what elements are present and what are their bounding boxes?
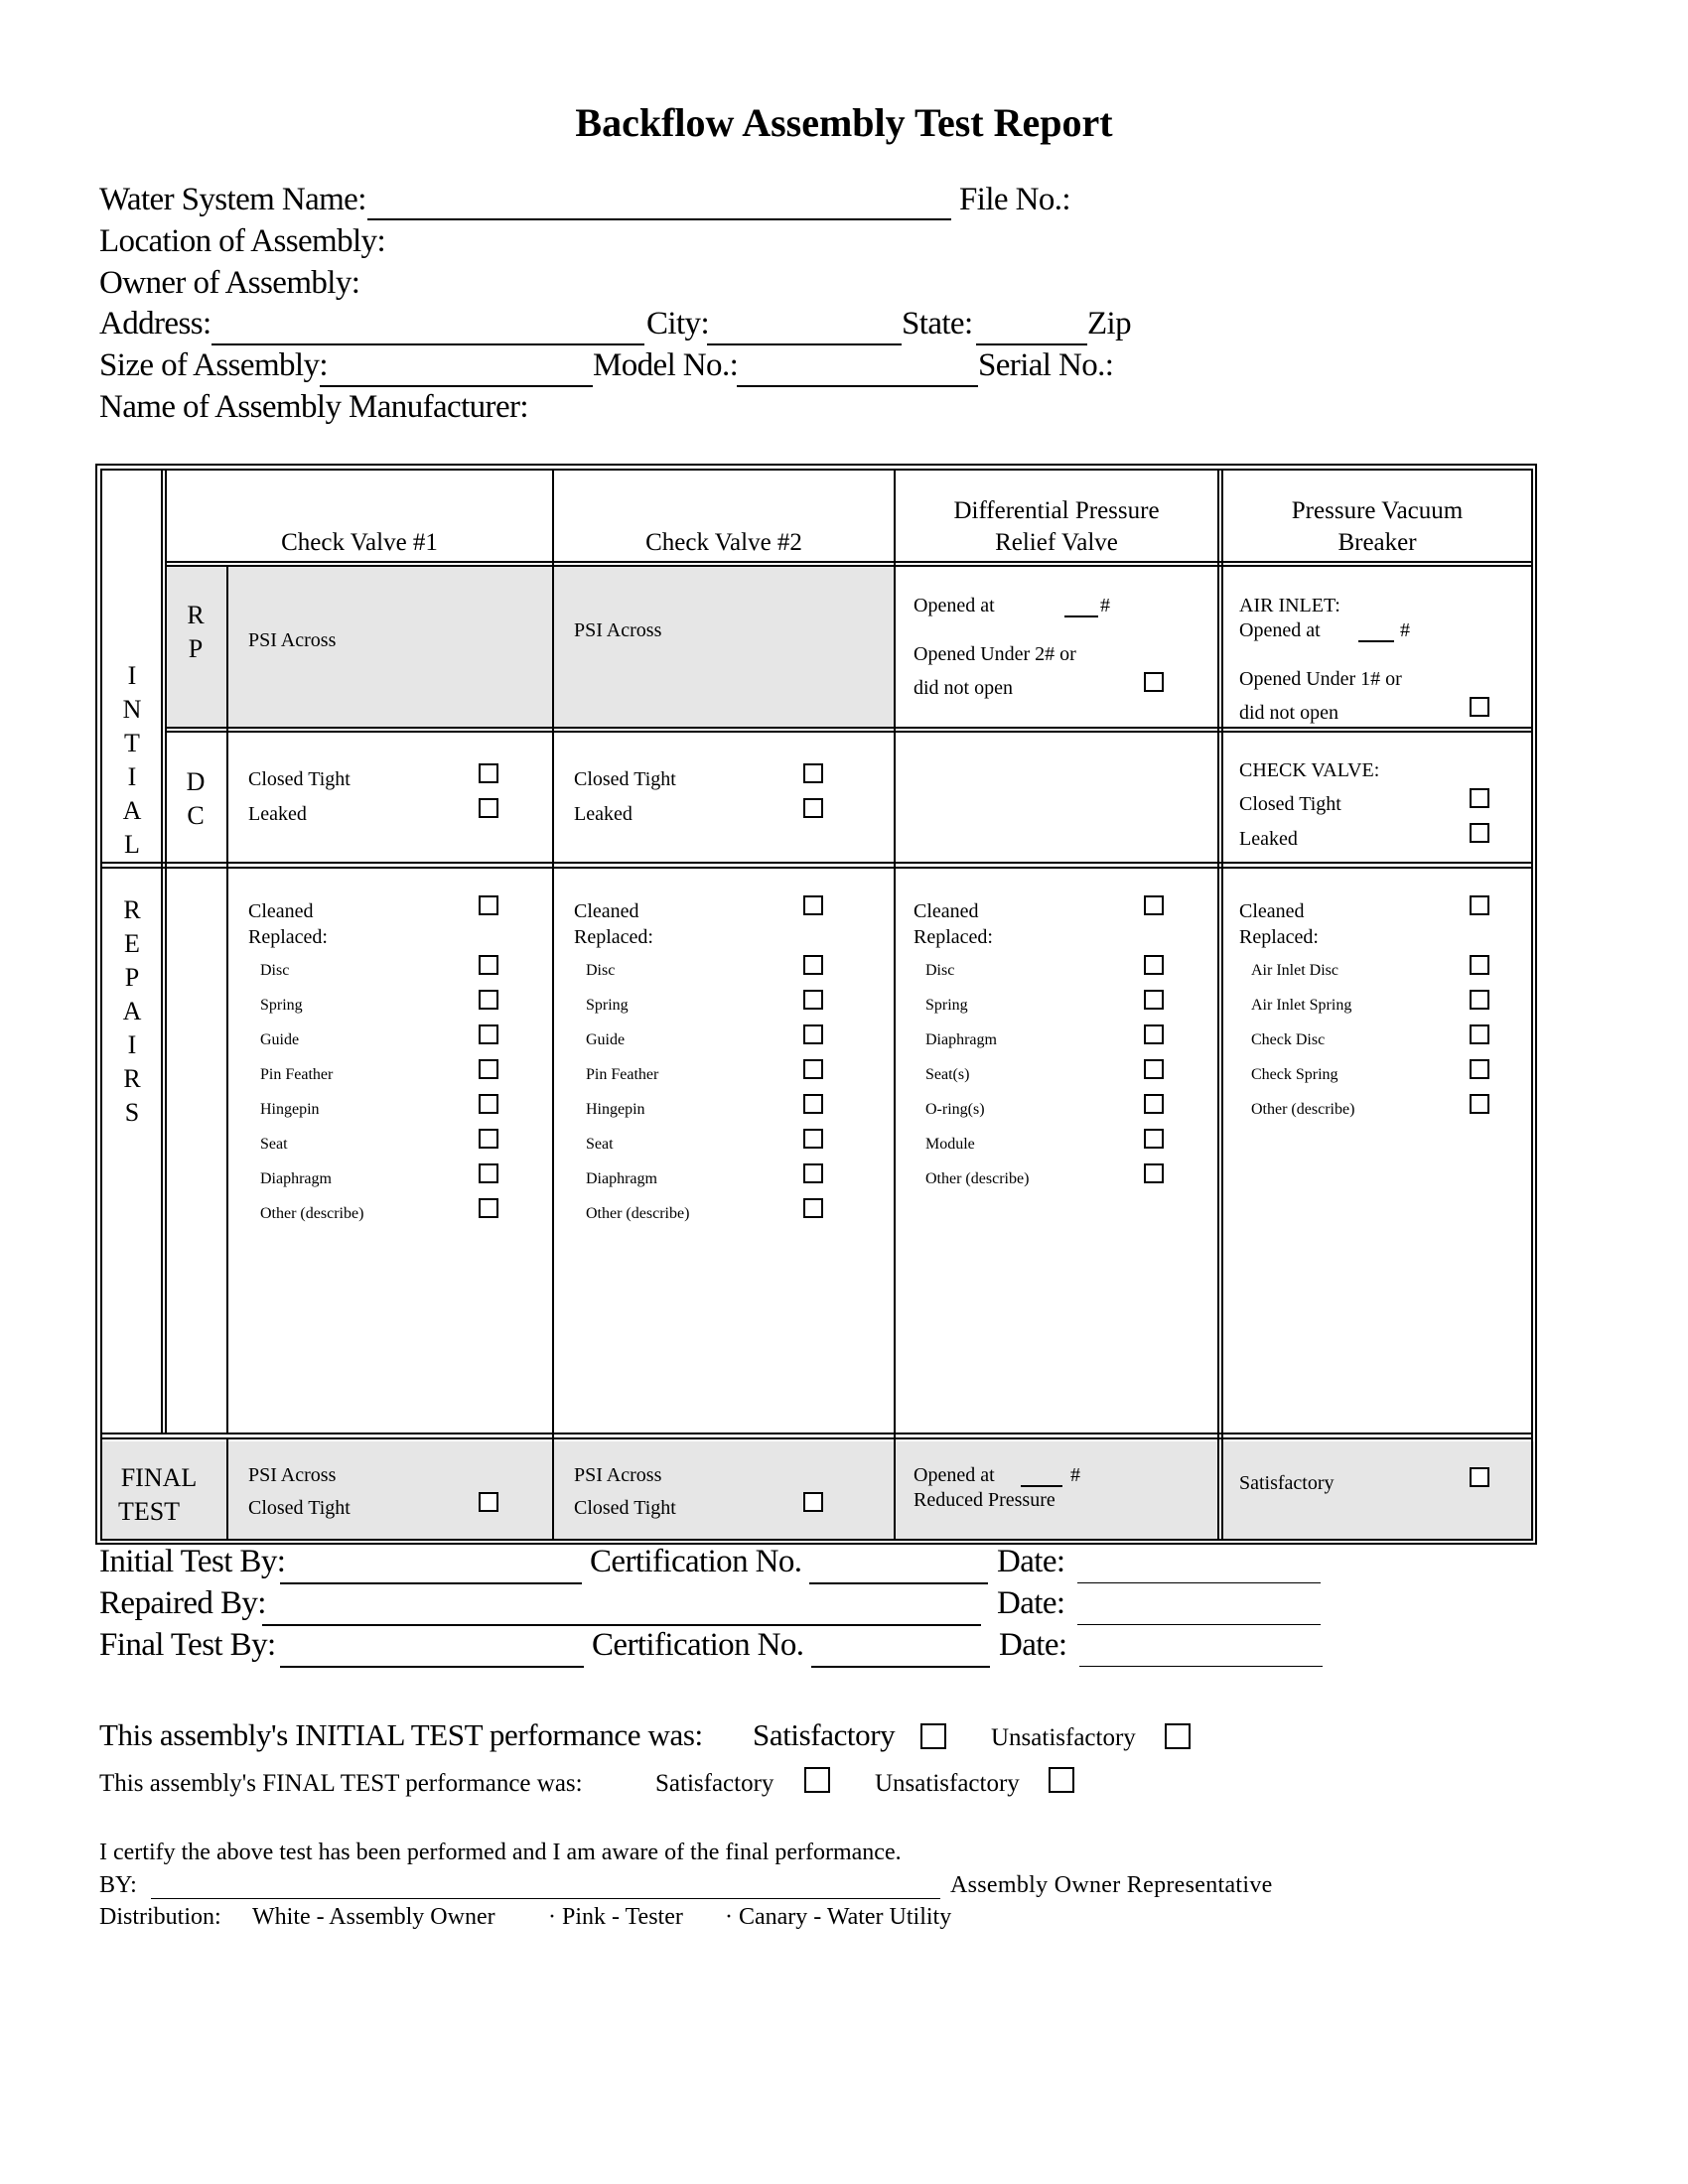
repairs-pvb-item: Other (describe) [1251,1101,1355,1118]
rp-letter: R [187,601,205,629]
location-label: Location of Assembly: [99,223,386,259]
dc-letter: C [187,801,205,830]
rp-pvb-did-not-open-checkbox[interactable] [1470,697,1489,717]
table-line [161,469,163,1434]
dc-letter: D [186,767,206,796]
distribution-white: White - Assembly Owner [252,1904,495,1930]
repairs-cv2-replaced: Replaced: [574,926,653,948]
repairs-dprv-item: Disc [925,962,955,979]
repairs-pvb-replaced: Replaced: [1239,926,1319,948]
table-line [100,867,1533,869]
table-line [1217,469,1219,1541]
distribution-canary: · Canary - Water Utility [725,1904,952,1930]
header-dprv-line1: Differential Pressure [953,497,1160,524]
final-cv2-closed-tight-checkbox[interactable] [803,1492,823,1512]
repairs-dprv-item-checkbox[interactable] [1144,955,1164,975]
initial-test-by-label: Initial Test By: [99,1544,286,1579]
initial-letter: I [127,661,137,690]
header-check-valve-1: Check Valve #1 [281,529,438,556]
initial-perf-unsatisfactory: Unsatisfactory [991,1724,1136,1751]
final-pvb-satisfactory-checkbox[interactable] [1470,1467,1489,1487]
final-cv2-closed-tight: Closed Tight [574,1497,676,1519]
rp-dprv-opened-under: Opened Under 2# or [914,643,1076,665]
repairs-letter: S [124,1098,140,1127]
size-label: Size of Assembly: [99,347,328,383]
initial-perf-unsatisfactory-checkbox[interactable] [1165,1723,1191,1749]
address-field[interactable] [211,343,644,345]
repairs-letter: I [127,1030,137,1059]
repairs-cv2-item: Spring [586,997,629,1014]
initial-letter: N [122,695,142,724]
table-line [226,565,228,1434]
final-pvb-satisfactory: Satisfactory [1239,1472,1335,1494]
final-cert-label: Certification No. [592,1627,804,1663]
repairs-cv2-item-checkbox[interactable] [803,1094,823,1114]
repairs-cv1-item-checkbox[interactable] [479,1163,498,1183]
final-cv1-closed-tight: Closed Tight [248,1497,351,1519]
final-cert-field[interactable] [811,1666,990,1668]
repairs-cv2-item-checkbox[interactable] [803,990,823,1010]
initial-perf-satisfactory-checkbox[interactable] [920,1723,946,1749]
repairs-cv1-item-checkbox[interactable] [479,955,498,975]
repairs-cv1-item: Disc [260,962,290,979]
dc-cv1-leaked: Leaked [248,803,307,825]
table-line [552,469,554,1541]
owner-signature-field[interactable] [151,1898,940,1899]
table-line [165,727,1533,729]
initial-letter: T [124,729,140,757]
repairs-dprv-item-checkbox[interactable] [1144,1094,1164,1114]
repairs-cv1-item: Hingepin [260,1101,320,1118]
repairs-cv2-item: Other (describe) [586,1205,690,1222]
repairs-dprv-item: O-ring(s) [925,1101,985,1118]
distribution-pink: · Pink - Tester [548,1904,683,1930]
repairs-dprv-item: Diaphragm [925,1031,997,1048]
state-label: State: [902,306,973,341]
repairs-dprv-item-checkbox[interactable] [1144,1059,1164,1079]
repairs-cv1-item: Spring [260,997,303,1014]
table-line [100,1437,1533,1439]
table-line [165,469,167,1434]
table-line [226,1437,228,1541]
rp-dprv-did-not-open-checkbox[interactable] [1144,672,1164,692]
file-no-label: File No.: [959,182,1070,217]
by-label: BY: [99,1872,137,1898]
model-field[interactable] [737,385,978,387]
model-label: Model No.: [593,347,739,383]
rp-dprv-hash: # [1100,595,1110,616]
repairs-cv1-item: Seat [260,1136,288,1153]
serial-label: Serial No.: [978,347,1114,383]
repairs-cv2-cleaned: Cleaned [574,900,639,922]
repairs-pvb-item-checkbox[interactable] [1470,1024,1489,1044]
repairs-letter: P [124,963,140,992]
final-cv1-closed-tight-checkbox[interactable] [479,1492,498,1512]
city-field[interactable] [707,343,902,345]
repairs-cv1-item-checkbox[interactable] [479,1198,498,1218]
water-system-label: Water System Name: [99,182,366,217]
repairs-cv1-item-checkbox[interactable] [479,1024,498,1044]
repairs-cv1-item: Diaphragm [260,1170,332,1187]
repairs-cv2-item-checkbox[interactable] [803,1198,823,1218]
repairs-cv1-item: Other (describe) [260,1205,364,1222]
initial-letter: I [127,762,137,791]
table-line [100,862,1533,864]
rp-pvb-hash: # [1400,619,1410,641]
repairs-cv2-item: Guide [586,1031,626,1048]
header-dprv-line2: Relief Valve [995,529,1118,556]
repairs-cv1-cleaned-checkbox[interactable] [479,895,498,915]
final-cv2-psi-across: PSI Across [574,1464,662,1486]
header-check-valve-2: Check Valve #2 [645,529,802,556]
table-line [1531,469,1533,1541]
dc-cv2-leaked: Leaked [574,803,633,825]
final-test-by-field[interactable] [280,1666,584,1668]
repairs-letter: E [124,929,140,958]
repaired-by-label: Repaired By: [99,1585,266,1621]
repairs-dprv-item: Module [925,1136,975,1153]
initial-cert-label: Certification No. [590,1544,802,1579]
repairs-pvb-item-checkbox[interactable] [1470,1094,1489,1114]
table-line [100,469,1533,471]
address-label: Address: [99,306,211,341]
rp-dprv-opened-at: Opened at [914,595,995,616]
repairs-dprv-item-checkbox[interactable] [1144,990,1164,1010]
final-date-label: Date: [999,1627,1067,1663]
dc-pvb-leaked-checkbox[interactable] [1470,823,1489,843]
rp-pvb-opened-at-field[interactable] [1358,640,1394,642]
rp-dprv-did-not-open: did not open [914,677,1013,699]
final-dprv-reduced-pressure: Reduced Pressure [914,1489,1055,1511]
repairs-cv1-item-checkbox[interactable] [479,1094,498,1114]
table-line [165,561,1533,563]
repairs-cv1-item: Guide [260,1031,300,1048]
dc-cv1-closed-tight: Closed Tight [248,768,351,790]
repairs-dprv-cleaned-checkbox[interactable] [1144,895,1164,915]
repairs-cv1-item: Pin Feather [260,1066,334,1083]
final-perf-satisfactory-checkbox[interactable] [804,1767,830,1793]
repairs-letter: R [123,895,141,924]
header-pvb-line1: Pressure Vacuum [1291,497,1464,524]
rp-pvb-air-inlet: AIR INLET: [1239,595,1340,616]
table-line [165,731,1533,733]
water-system-field[interactable] [367,218,951,220]
repairs-letter: R [123,1064,141,1093]
repairs-pvb-item: Check Spring [1251,1066,1338,1083]
header-pvb-line2: Breaker [1337,529,1417,556]
owner-label: Owner of Assembly: [99,265,360,301]
repairs-cv1-replaced: Replaced: [248,926,328,948]
initial-test-by-field[interactable] [280,1582,582,1584]
repairs-cv1-item-checkbox[interactable] [479,990,498,1010]
dc-cv1-closed-tight-checkbox[interactable] [479,763,498,783]
distribution-label: Distribution: [99,1904,221,1930]
table-line [100,1539,1533,1541]
repairs-pvb-item-checkbox[interactable] [1470,990,1489,1010]
initial-date-label: Date: [997,1544,1065,1579]
final-date-field[interactable] [1079,1666,1323,1667]
repairs-cv2-item: Hingepin [586,1101,645,1118]
rp-pvb-opened-at: Opened at [1239,619,1321,641]
initial-date-field[interactable] [1077,1582,1321,1583]
dc-pvb-leaked: Leaked [1239,828,1298,850]
rp-dprv-opened-at-field[interactable] [1064,615,1098,617]
repairs-cv1-item-checkbox[interactable] [479,1129,498,1149]
rp-pvb-opened-under: Opened Under 1# or [1239,668,1402,690]
repairs-cv2-item-checkbox[interactable] [803,1024,823,1044]
final-cv1-psi-across: PSI Across [248,1464,337,1486]
dc-cv2-closed-tight: Closed Tight [574,768,676,790]
certify-statement: I certify the above test has been performed and I am aware of the final performance. [99,1840,902,1865]
final-perf-unsatisfactory-checkbox[interactable] [1049,1767,1074,1793]
final-perf-satisfactory: Satisfactory [655,1770,774,1797]
repairs-dprv-item: Other (describe) [925,1170,1030,1187]
repairs-pvb-item-checkbox[interactable] [1470,1059,1489,1079]
manufacturer-label: Name of Assembly Manufacturer: [99,389,528,425]
initial-letter: A [122,796,142,825]
final-label-line1: FINAL [120,1463,198,1492]
table-line [1221,469,1223,1541]
repairs-cv2-item: Diaphragm [586,1170,657,1187]
repairs-cv2-item: Seat [586,1136,614,1153]
repairs-dprv-item-checkbox[interactable] [1144,1024,1164,1044]
size-field[interactable] [320,385,593,387]
final-perf-label: This assembly's FINAL TEST performance was: [99,1770,583,1797]
repairs-pvb-item: Air Inlet Disc [1251,962,1338,979]
zip-label: Zip [1087,306,1132,341]
repairs-cv2-cleaned-checkbox[interactable] [803,895,823,915]
repairs-cv2-item-checkbox[interactable] [803,1059,823,1079]
final-test-by-label: Final Test By: [99,1627,276,1663]
initial-perf-label: This assembly's INITIAL TEST performance was: [99,1717,703,1752]
table-line [100,1433,1533,1434]
final-dprv-opened-at: Opened at [914,1464,995,1486]
repairs-pvb-item: Check Disc [1251,1031,1326,1048]
repairs-cv2-item: Disc [586,962,616,979]
repaired-date-field[interactable] [1077,1624,1321,1625]
repairs-cv2-item-checkbox[interactable] [803,1129,823,1149]
repaired-by-field[interactable] [262,1624,981,1626]
repairs-cv1-item-checkbox[interactable] [479,1059,498,1079]
repairs-cv2-item: Pin Feather [586,1066,659,1083]
repairs-cv2-item-checkbox[interactable] [803,1163,823,1183]
final-dprv-hash: # [1070,1464,1080,1486]
page-title: Backflow Assembly Test Report [575,100,1113,145]
repairs-dprv-item-checkbox[interactable] [1144,1163,1164,1183]
repairs-letter: A [122,997,142,1025]
initial-perf-satisfactory: Satisfactory [753,1717,896,1752]
rp-letter: P [188,634,204,663]
initial-cert-field[interactable] [809,1582,988,1584]
repairs-cv1-cleaned: Cleaned [248,900,314,922]
rp-pvb-did-not-open: did not open [1239,702,1338,724]
dc-cv2-leaked-checkbox[interactable] [803,798,823,818]
dc-cv1-leaked-checkbox[interactable] [479,798,498,818]
rp-cv1-psi-across: PSI Across [248,629,337,651]
repairs-dprv-replaced: Replaced: [914,926,993,948]
table-line [165,565,1533,567]
repairs-dprv-cleaned: Cleaned [914,900,979,922]
table-line [894,469,896,1541]
owner-rep-label: Assembly Owner Representative [950,1872,1273,1898]
city-label: City: [646,306,710,341]
final-perf-unsatisfactory: Unsatisfactory [875,1770,1020,1797]
repairs-pvb-cleaned: Cleaned [1239,900,1305,922]
initial-letter: L [124,830,140,859]
dc-pvb-closed-tight-checkbox[interactable] [1470,788,1489,808]
repairs-pvb-item-checkbox[interactable] [1470,955,1489,975]
repairs-dprv-item: Spring [925,997,968,1014]
table-line [100,469,102,1541]
repairs-cv2-item-checkbox[interactable] [803,955,823,975]
rp-cv2-psi-across: PSI Across [574,619,662,641]
repairs-pvb-item: Air Inlet Spring [1251,997,1352,1014]
repairs-pvb-cleaned-checkbox[interactable] [1470,895,1489,915]
final-label-line2: TEST [117,1497,181,1526]
repaired-date-label: Date: [997,1585,1065,1621]
state-field[interactable] [976,343,1087,345]
repairs-dprv-item-checkbox[interactable] [1144,1129,1164,1149]
dc-cv2-closed-tight-checkbox[interactable] [803,763,823,783]
dc-pvb-check-valve: CHECK VALVE: [1239,759,1380,781]
repairs-dprv-item: Seat(s) [925,1066,970,1083]
dc-pvb-closed-tight: Closed Tight [1239,793,1341,815]
